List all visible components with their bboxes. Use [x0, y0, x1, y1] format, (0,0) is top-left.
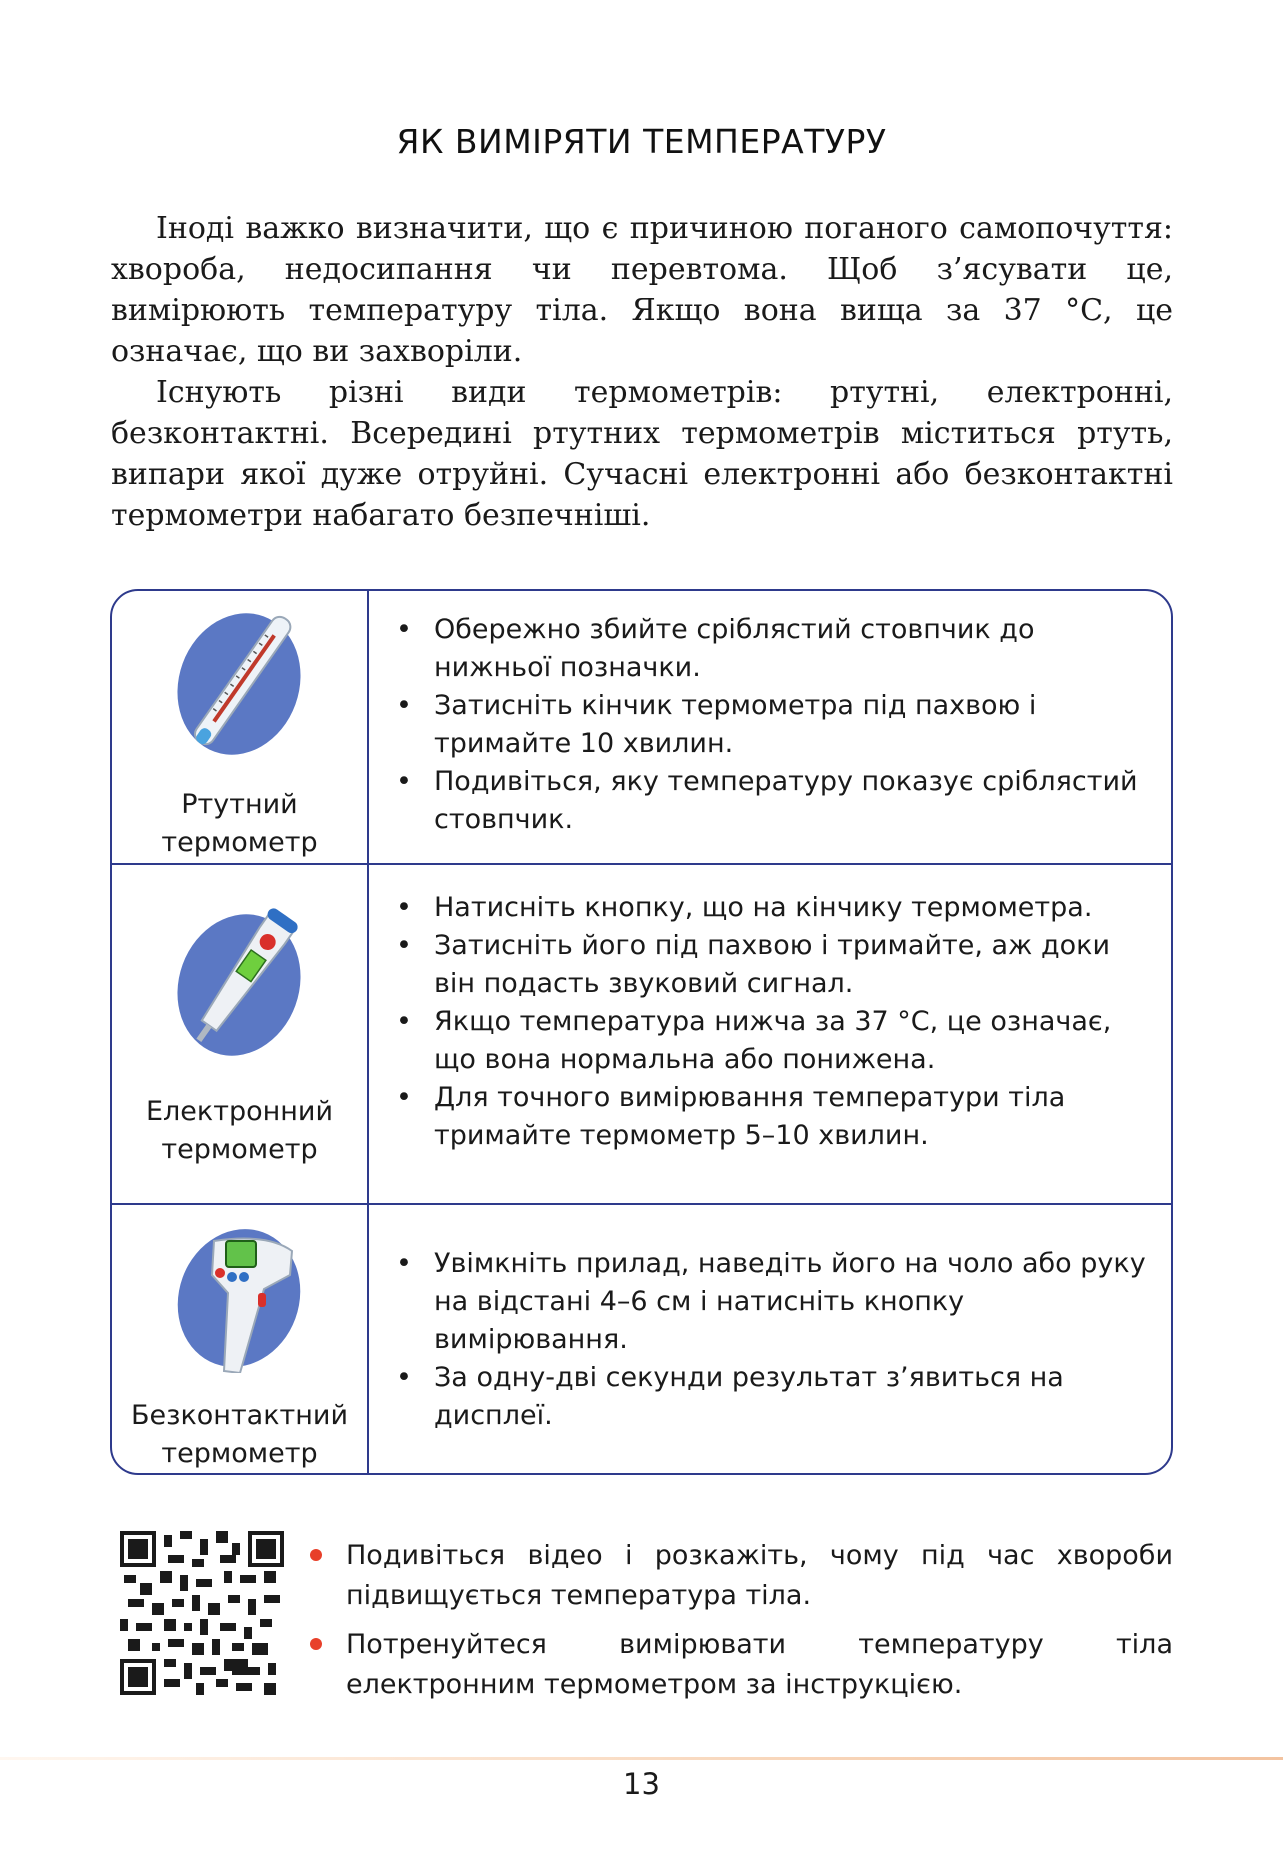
caption-line-2: термометр: [161, 1134, 318, 1165]
list-item: • За одну-дві секунди результат з’явиться на дисплеї.: [382, 1359, 1152, 1435]
caption-line-2: термометр: [161, 827, 318, 858]
mercury-thermometer-icon: [172, 609, 307, 759]
task-text: Подивіться відео і розкажіть, чому під час хвороби підвищується температура тіла.: [346, 1540, 1173, 1611]
qr-code-icon[interactable]: [120, 1531, 284, 1695]
list-item: • Для точного вимірювання температури тіла тримайте термометр 5–10 хвилин.: [382, 1079, 1152, 1155]
task-item: [308, 1625, 1173, 1705]
caption-infrared: [112, 1397, 367, 1473]
caption-line-2: термометр: [161, 1438, 318, 1469]
list-item: • Обережно збийте сріблястий стовпчик до нижньої позначки.: [382, 611, 1152, 687]
task-item: [308, 1536, 1173, 1616]
task-text: Потренуйтеся вимірювати температуру тіла електронним термометром за інструкцією.: [346, 1629, 1173, 1700]
intro-paragraph-2: Існують різні види термометрів: ртутні, електронні, безконтактні. Всередині ртутних термометрів міститься ртуть, випари якої дуже отруйні. Сучасні електронні або безконтактні термометри набагато безпечніші.: [111, 375, 1173, 533]
caption-mercury: [112, 786, 367, 862]
footer-divider: [0, 1757, 1283, 1760]
task-list: [308, 1536, 1173, 1714]
list-item: • Натисніть кнопку, що на кінчику термометра.: [382, 889, 1152, 927]
instructions-mercury: [382, 611, 1152, 839]
caption-line-1: Ртутний: [181, 789, 298, 820]
instructions-electronic: [382, 889, 1152, 1155]
caption-electronic: [112, 1093, 367, 1169]
table-row-infrared: [112, 1205, 1171, 1475]
intro-text: [111, 208, 1173, 536]
caption-line-1: Безконтактний: [130, 1400, 349, 1431]
image-cell: [112, 591, 367, 863]
caption-line-1: Електронний: [145, 1096, 334, 1127]
list-item: • Затисніть його під пахвою і тримайте, аж доки він подасть звуковий сигнал.: [382, 927, 1152, 1003]
table-row-electronic: [112, 865, 1171, 1203]
thermometer-table: [110, 589, 1173, 1475]
page-number: 13: [623, 1767, 660, 1801]
list-item: • Увімкніть прилад, наведіть його на чоло або руку на відстані 4–6 см і натисніть кнопку вимірювання.: [382, 1245, 1152, 1359]
page-title: ЯК ВИМІРЯТИ ТЕМПЕРАТУРУ: [396, 122, 887, 161]
list-item: • Подивіться, яку температуру показує сріблястий стовпчик.: [382, 763, 1152, 839]
instructions-infrared: [382, 1245, 1152, 1435]
bullet-dot-icon: [310, 1638, 322, 1650]
image-cell: [112, 1205, 367, 1475]
image-cell: [112, 865, 367, 1203]
bullet-dot-icon: [310, 1549, 322, 1561]
table-row-mercury: [112, 591, 1171, 863]
list-item: • Якщо температура нижча за 37 °С, це означає, що вона нормальна або понижена.: [382, 1003, 1152, 1079]
list-item: • Затисніть кінчик термометра під пахвою і тримайте 10 хвилин.: [382, 687, 1152, 763]
infrared-thermometer-icon: [172, 1223, 307, 1373]
electronic-thermometer-icon: [172, 905, 307, 1060]
intro-paragraph-1: Іноді важко визначити, що є причиною поганого самопочуття: хвороба, недосипання чи перевтома. Щоб з’ясувати це, вимірюють температуру тіла. Якщо вона вища за 37 °С, це означає, що ви захворіли.: [111, 211, 1173, 369]
